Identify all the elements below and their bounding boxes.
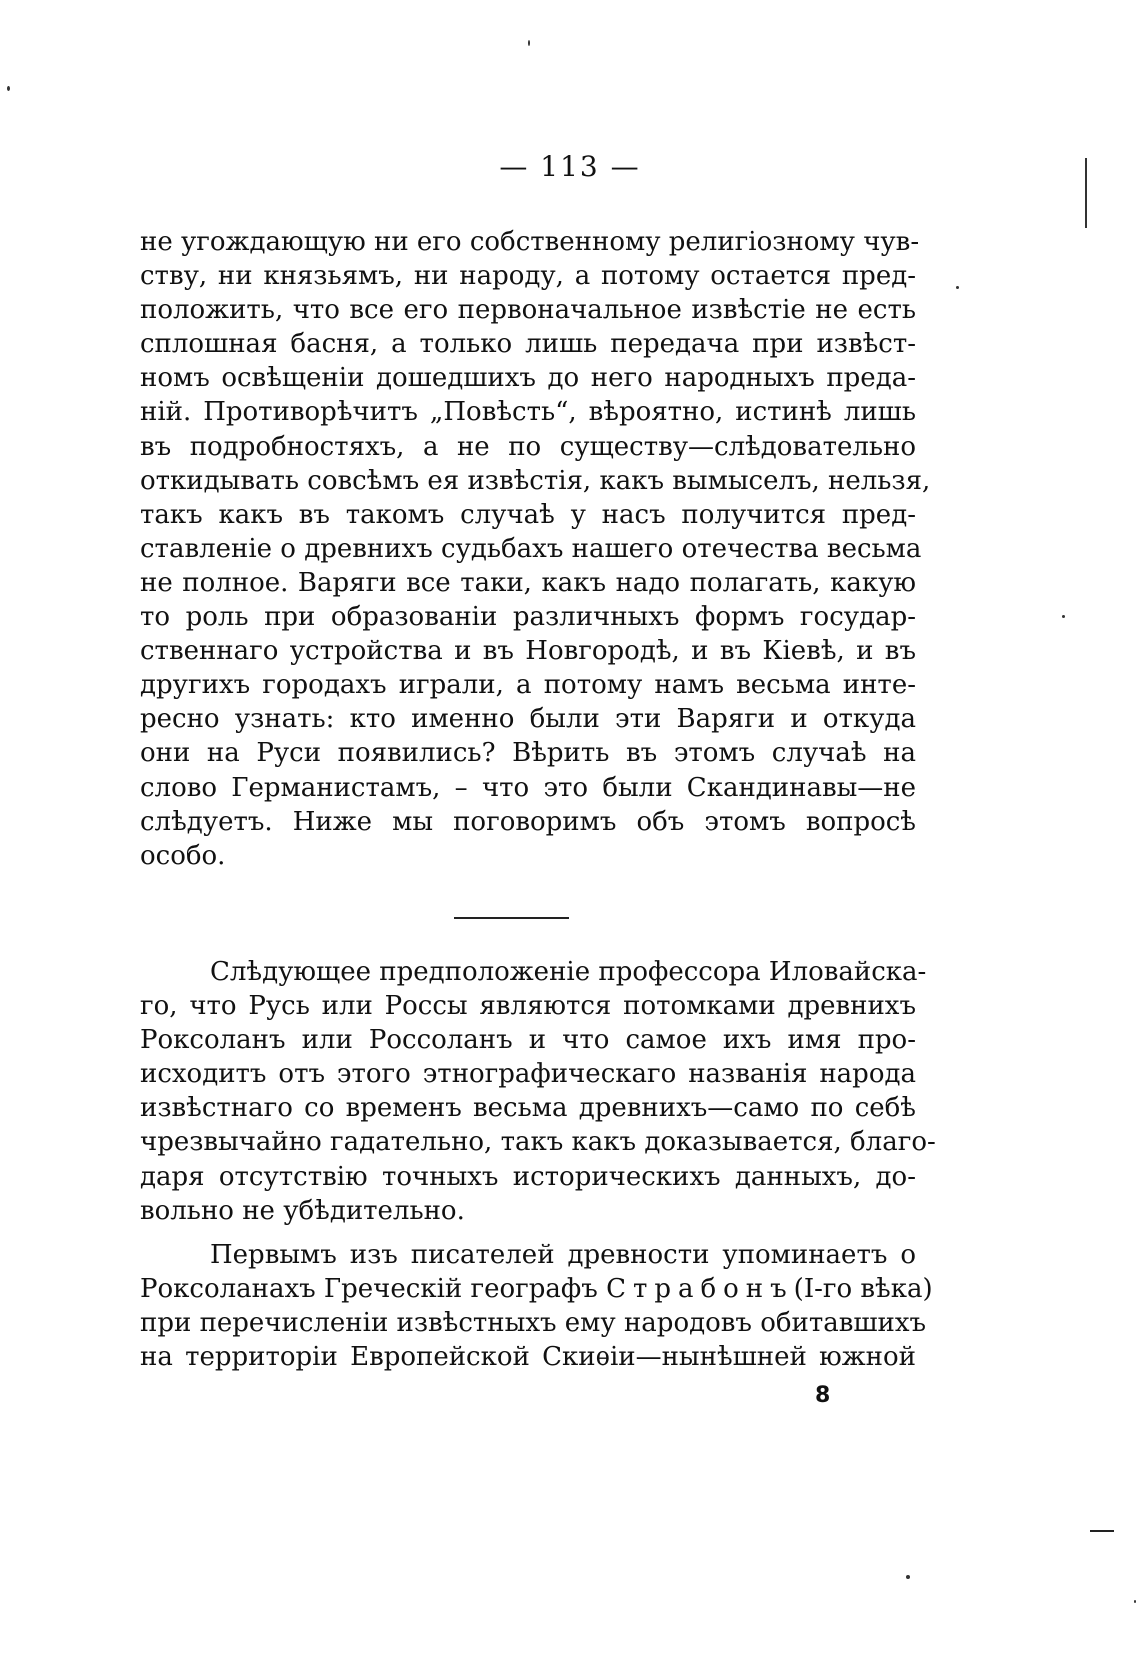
scan-speck [1134,1600,1136,1603]
text-line: номъ освѣщеніи дошедшихъ до него народныхъ преда- [140,363,916,394]
text-line: Первымъ изъ писателей древности упоминаетъ о [210,1240,916,1270]
paragraph-1 [140,225,931,873]
scan-speck [1085,158,1087,228]
text-line: на территоріи Европейской Скиѳіи—нынѣшней южной [140,1342,916,1373]
text-line: ставленіе о древнихъ судьбахъ нашего отечества весьма [140,533,922,564]
author-name: Страбонъ [606,1274,794,1305]
text-line: чрезвычайно гадательно, такъ какъ доказывается, благо- [140,1127,936,1158]
text-line: извѣстнаго со временъ весьма древнихъ—само по себѣ [140,1093,916,1124]
text-line: ній. Противорѣчитъ „Повѣсть“, вѣроятно, истинѣ лишь [140,397,916,428]
text-fragment: Роксоланахъ Греческій географъ [140,1274,607,1305]
page-number: — 113 — [499,150,641,183]
text-line: то роль при образованіи различныхъ формъ государ- [140,602,916,633]
text-line: откидывать совсѣмъ ея извѣстія, какъ вымыселъ, нельзя, [140,465,931,496]
text-line: они на Руси появились? Вѣрить въ этомъ случаѣ на [140,738,916,769]
text-fragment: (I-го вѣка) [793,1274,933,1305]
text-line: другихъ городахъ играли, а потому намъ весьма инте- [140,670,916,701]
scan-speck [1062,615,1065,618]
scan-speck [528,40,530,46]
text-line: при перечисленіи извѣстныхъ ему народовъ обитавшихъ [140,1308,927,1339]
text-line: слово Германистамъ, – что это были Скандинавы—не [140,772,916,803]
text-line: Слѣдующее предположеніе профессора Иловайска- [210,957,927,987]
text-line: даря отсутствію точныхъ историческихъ данныхъ, до- [140,1161,916,1192]
section-divider [454,917,569,919]
text-line: ственнаго устройства и въ Новгородѣ, и въ Кіевѣ, и въ [140,636,916,667]
text-line: сплошная басня, а только лишь передача при извѣст- [140,329,916,360]
scan-speck [906,1575,910,1579]
signature-mark: 8 [815,1383,831,1408]
paragraph-2 [140,955,936,1228]
text-line: не угождающую ни его собственному религіозному чув- [140,227,920,257]
text-line: такъ какъ въ такомъ случаѣ у насъ получится пред- [140,499,916,530]
text-line: положить, что все его первоначальное извѣстіе не есть [140,295,916,326]
edge-mark [1090,1530,1114,1532]
text-line: ресно узнать: кто именно были эти Варяги и откуда [140,704,916,735]
text-line: особо. [140,840,226,871]
paragraph-3 [140,1238,933,1374]
text-line: ству, ни князьямъ, ни народу, а потому остается пред- [140,261,916,292]
scan-speck [7,86,10,91]
text-line: не полное. Варяги все таки, какъ надо полагать, какую [140,567,916,598]
text-line: слѣдуетъ. Ниже мы поговоримъ объ этомъ вопросѣ [140,806,916,837]
scan-speck [956,286,959,289]
text-line: вольно не убѣдительно. [140,1195,465,1226]
text-line: Роксоланъ или Россоланъ и что самое ихъ имя про- [140,1025,916,1056]
text-line: го, что Русь или Россы являются потомками древнихъ [140,991,916,1022]
text-line: исходитъ отъ этого этнографическаго названія народа [140,1059,916,1090]
text-line: въ подробностяхъ, а не по существу—слѣдовательно [140,431,916,462]
text-line [140,1272,933,1306]
